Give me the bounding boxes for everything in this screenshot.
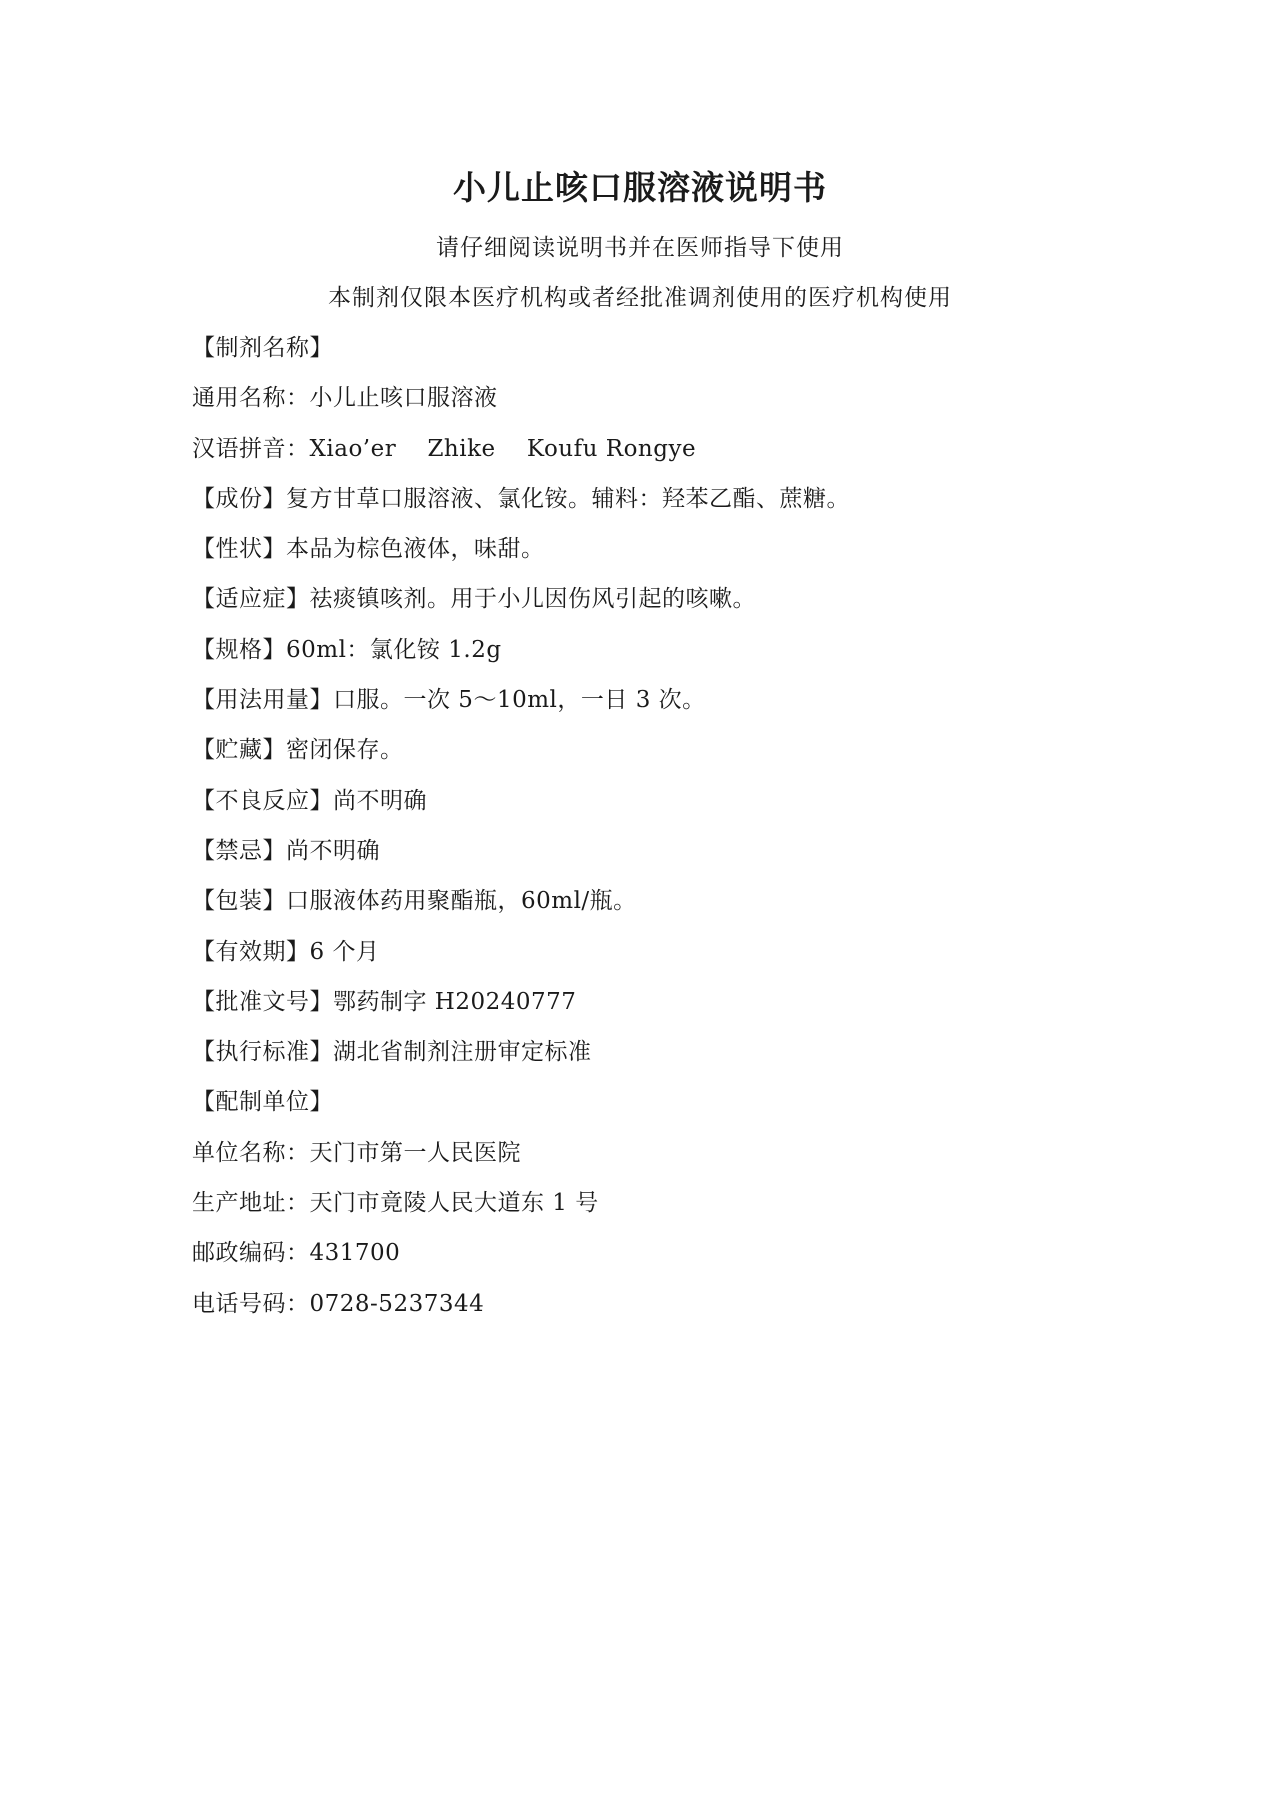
line-value: 6 个月 [309,938,380,965]
line-label: 邮政编码： [192,1240,310,1267]
line-label: 【贮藏】 [192,737,286,764]
line-label: 【配制单位】 [192,1089,333,1116]
usage-restriction-subtitle: 本制剂仅限本医疗机构或者经批准调剂使用的医疗机构使用 [328,285,952,311]
line-contraindications [192,835,1152,885]
line-value: 密闭保存。 [286,737,404,764]
line-value: 口服。一次 5～10ml，一日 3 次。 [333,687,706,714]
line-value: 尚不明确 [333,787,427,814]
line-label: 电话号码： [192,1290,310,1317]
line-label: 【用法用量】 [192,687,333,714]
line-label: 【适应症】 [192,586,310,613]
line-description [192,533,1152,583]
line-unit-name [192,1137,1152,1187]
line-value: 尚不明确 [286,837,380,864]
line-adverse-reactions [192,785,1152,835]
line-indications [192,583,1152,633]
line-value: Xiao’er Zhike Koufu Rongye [309,435,697,462]
line-label: 【禁忌】 [192,837,286,864]
line-label: 【批准文号】 [192,988,333,1015]
line-value: 0728-5237344 [309,1290,485,1317]
line-shelf-life [192,936,1152,986]
line-pinyin [192,433,1152,483]
line-label: 【性状】 [192,536,286,563]
document-title: 小儿止咳口服溶液说明书 [453,168,827,207]
line-value: 天门市第一人民医院 [309,1139,521,1166]
line-standard [192,1036,1152,1086]
line-value: 本品为棕色液体，味甜。 [286,536,545,563]
line-label: 通用名称： [192,385,310,412]
line-phone [192,1288,1152,1338]
line-dosage [192,684,1152,734]
line-label: 【制剂名称】 [192,335,333,361]
line-value: 湖北省制剂注册审定标准 [333,1039,592,1066]
line-specification [192,634,1152,684]
line-label: 【成份】 [192,485,286,512]
line-packaging [192,885,1152,935]
line-postal-code [192,1237,1152,1287]
line-label: 【规格】 [192,636,286,663]
line-ingredients [192,483,1152,533]
line-label: 生产地址： [192,1190,310,1217]
line-value: 60ml：氯化铵 1.2g [286,636,502,663]
line-generic-name [192,382,1152,432]
line-label: 【有效期】 [192,938,310,965]
line-storage [192,734,1152,784]
line-value: 祛痰镇咳剂。用于小儿因伤风引起的咳嗽。 [309,586,756,613]
line-label: 单位名称： [192,1139,310,1166]
line-label: 【执行标准】 [192,1039,333,1066]
line-preparation-unit-heading [192,1086,1152,1136]
line-value: 口服液体药用聚酯瓶，60ml/瓶。 [286,888,637,915]
line-value: 小儿止咳口服溶液 [309,385,498,412]
instruction-subtitle: 请仔细阅读说明书并在医师指导下使用 [436,235,844,261]
line-preparation-name-heading [192,332,1152,382]
line-value: 复方甘草口服溶液、氯化铵。辅料：羟苯乙酯、蔗糖。 [286,485,850,512]
line-label: 【不良反应】 [192,787,333,814]
line-approval-number [192,986,1152,1036]
line-address [192,1187,1152,1237]
line-value: 天门市竟陵人民大道东 1 号 [309,1190,599,1217]
line-label: 【包装】 [192,888,286,915]
line-label: 汉语拼音： [192,435,310,462]
document-body [192,332,1152,1338]
line-value: 431700 [309,1240,401,1267]
line-value: 鄂药制字 H20240777 [333,988,577,1015]
